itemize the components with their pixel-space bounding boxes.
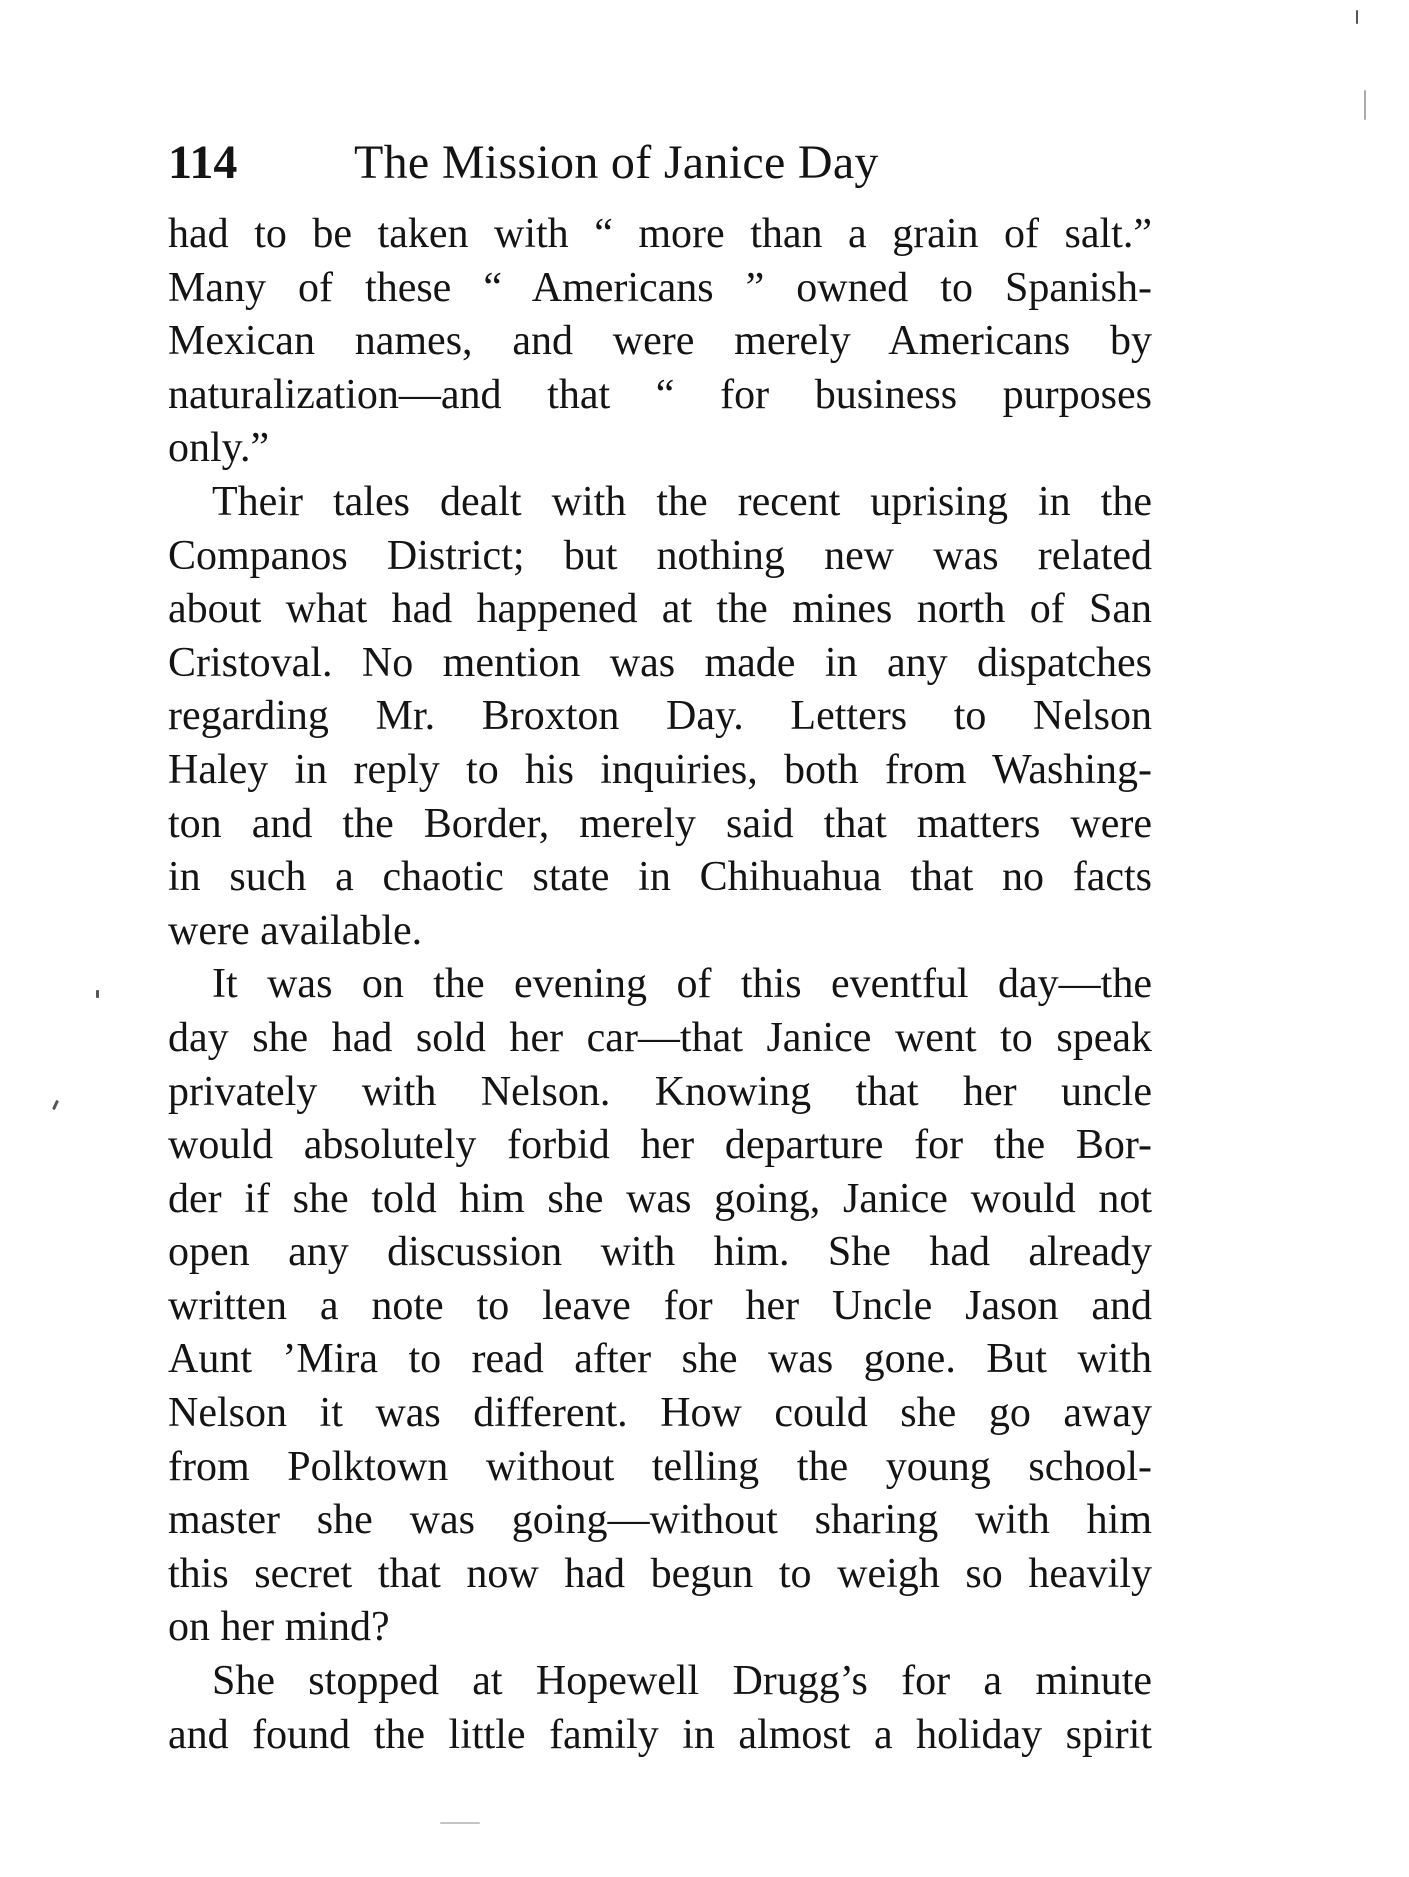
scan-speck [1364,90,1366,120]
text-line: written a note to leave for her Uncle Jason and [168,1282,1152,1329]
text-line: were available. [168,907,423,954]
text-line: and found the little family in almost a holiday spirit [168,1711,1152,1758]
text-line: She stopped at Hopewell Drugg’s for a minute [212,1658,1152,1705]
text-line: on her mind? [168,1604,390,1651]
page-number: 114 [168,136,238,189]
text-line: only.” [168,425,270,472]
text-line: had to be taken with “ more than a grain of salt.” [168,211,1152,257]
text-line: Nelson it was different. How could she go away [168,1390,1152,1437]
paragraph-4 [168,1655,1152,1762]
running-title: The Mission of Janice Day [354,136,879,189]
text-line: Aunt ’Mira to read after she was gone. But with [168,1336,1152,1383]
text-line: naturalization—and that “ for business purposes [168,371,1152,418]
paragraph-2 [168,476,1152,958]
text-line: It was on the evening of this eventful day—the [212,961,1152,1008]
text-line: master she was going—without sharing with him [168,1497,1152,1544]
text-line: Mexican names, and were merely Americans by [168,318,1152,365]
text-line: would absolutely forbid her departure for the Bor- [168,1122,1152,1169]
text-line: Companos District; but nothing new was related [168,532,1152,579]
scan-speck [96,990,99,998]
text-line: ton and the Border, merely said that matters were [168,800,1152,847]
paragraph-1 [168,208,1152,476]
scan-speck [1356,10,1358,24]
text-line: Many of these “ Americans ” owned to Spanish- [168,264,1152,311]
scan-speck [440,1822,480,1824]
text-line: der if she told him she was going, Janice would not [168,1175,1152,1222]
text-line: Haley in reply to his inquiries, both from Washing- [168,746,1152,793]
text-line: open any discussion with him. She had already [168,1229,1152,1276]
paragraph-3 [168,958,1152,1655]
text-line: about what had happened at the mines north of San [168,586,1152,633]
running-header [168,128,1008,198]
scan-speck [52,1100,59,1110]
text-line: privately with Nelson. Knowing that her uncle [168,1068,1152,1115]
text-line: Cristoval. No mention was made in any dispatches [168,639,1152,686]
text-line: from Polktown without telling the young school- [168,1443,1152,1490]
text-line: Their tales dealt with the recent uprising in the [212,478,1152,525]
text-line: this secret that now had begun to weigh so heavily [168,1550,1152,1597]
text-line: day she had sold her car—that Janice went to speak [168,1014,1152,1061]
text-line: regarding Mr. Broxton Day. Letters to Nelson [168,693,1152,740]
text-line: in such a chaotic state in Chihuahua that no facts [168,854,1152,901]
body-text [168,208,1152,1762]
